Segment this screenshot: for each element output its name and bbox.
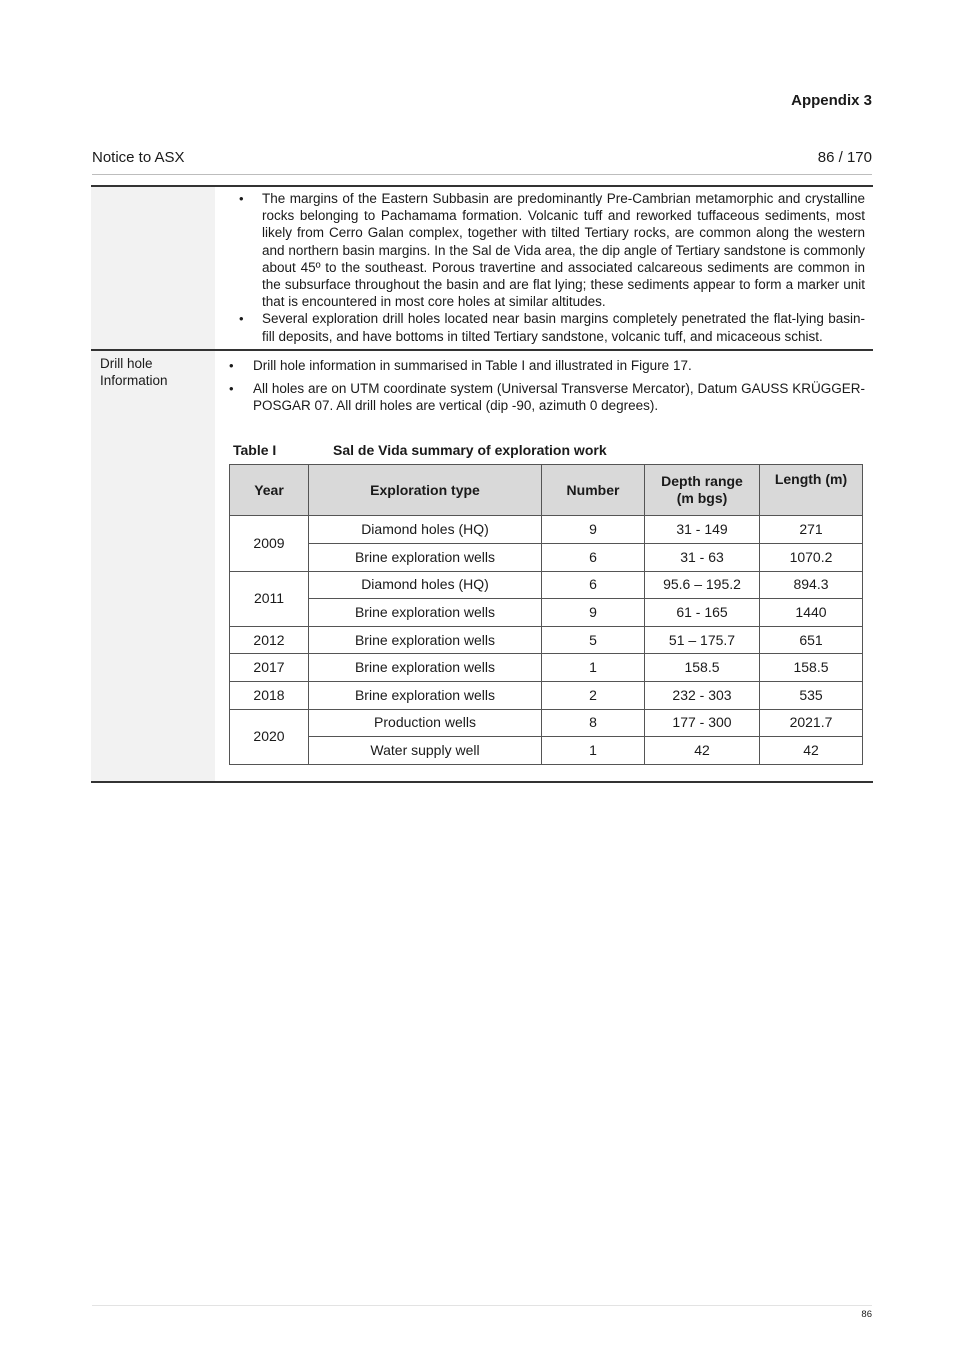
depth-cell: 31 - 63: [645, 544, 760, 572]
col-header-type: Exploration type: [309, 465, 542, 516]
table-row: [230, 654, 863, 682]
page-number: 86: [861, 1309, 872, 1320]
year-cell: 2009: [230, 516, 309, 571]
drill-hole-bullets: [223, 357, 865, 415]
length-cell: 271: [760, 516, 863, 544]
type-cell: Brine exploration wells: [309, 682, 542, 710]
depth-cell: 31 - 149: [645, 516, 760, 544]
year-cell: 2017: [230, 654, 309, 682]
criteria-table: [91, 185, 873, 783]
col-header-year: Year: [230, 465, 309, 516]
table-title: Sal de Vida summary of exploration work: [333, 442, 607, 459]
table-row: [230, 544, 863, 572]
year-cell: 2018: [230, 682, 309, 710]
number-cell: 6: [542, 571, 645, 599]
drill-hole-content: [215, 351, 873, 781]
col-header-depth: [645, 465, 760, 516]
col-header-length: Length (m): [760, 465, 863, 516]
document-title: Notice to ASX: [92, 149, 185, 166]
depth-cell: 61 - 165: [645, 599, 760, 627]
type-cell: Diamond holes (HQ): [309, 516, 542, 544]
bullet-item: • All holes are on UTM coordinate system (Universal Transverse Mercator), Datum GAUSS KRÜGGER- POSGAR 07. All drill holes are vertical (dip -90, azimuth 0 degrees).: [223, 380, 865, 414]
length-cell: 1070.2: [760, 544, 863, 572]
type-cell: Brine exploration wells: [309, 654, 542, 682]
depth-cell: 51 – 175.7: [645, 626, 760, 654]
appendix-title: Appendix 3: [791, 92, 872, 109]
year-cell: 2020: [230, 709, 309, 764]
drill-hole-row: [91, 349, 873, 781]
geology-bullets: [223, 190, 865, 345]
table-caption: [233, 442, 865, 458]
geology-row-content: [215, 187, 873, 349]
drill-hole-label: Drill hole Information: [91, 351, 215, 781]
table-row: [230, 737, 863, 765]
geology-row-label: [91, 187, 215, 349]
table-header-row: [230, 465, 863, 516]
length-cell: 894.3: [760, 571, 863, 599]
header-divider: [92, 174, 872, 175]
table-row: [230, 516, 863, 544]
type-cell: Brine exploration wells: [309, 599, 542, 627]
footer-divider: [92, 1305, 872, 1306]
year-cell: 2011: [230, 571, 309, 626]
length-cell: 158.5: [760, 654, 863, 682]
col-header-number: Number: [542, 465, 645, 516]
bullet-item: • The margins of the Eastern Subbasin are predominantly Pre-Cambrian metamorphic and crystalline rocks belonging to Pachamama formation. Volcanic tuff and reworked tuffaceous sediments, most likely from Cerro Galan complex, together with tilted Tertiary rocks, are common along the western and northern basin margins. In the Sal de Vida area, the dip angle of Tertiary sandstone is commonly about 45º to the southeast. Porous travertine and associated calcareous sediments are common in the subsurface throughout the basin and are flat lying; these sediments appear to form a marker unit that is encountered in most core holes at similar altitudes.: [223, 190, 865, 310]
number-cell: 5: [542, 626, 645, 654]
type-cell: Water supply well: [309, 737, 542, 765]
number-cell: 1: [542, 737, 645, 765]
bullet-item: • Several exploration drill holes located near basin margins completely penetrated the flat-lying basin-fill deposits, and have bottoms in tilted Tertiary sandstone, volcanic tuff, and micaceous schist.: [223, 310, 865, 344]
col-header-depth-line1: Depth range: [661, 473, 743, 490]
number-cell: 8: [542, 709, 645, 737]
depth-cell: 95.6 – 195.2: [645, 571, 760, 599]
table-row: [230, 571, 863, 599]
table-row: [230, 709, 863, 737]
table-row: [230, 682, 863, 710]
number-cell: 9: [542, 599, 645, 627]
page-counter: 86 / 170: [817, 149, 872, 166]
geology-row: [91, 187, 873, 349]
table-row: [230, 626, 863, 654]
number-cell: 9: [542, 516, 645, 544]
exploration-summary-table: [229, 464, 863, 764]
number-cell: 2: [542, 682, 645, 710]
table-row: [230, 599, 863, 627]
bullet-item: • Drill hole information in summarised in Table I and illustrated in Figure 17.: [223, 357, 865, 374]
length-cell: 42: [760, 737, 863, 765]
type-cell: Brine exploration wells: [309, 544, 542, 572]
type-cell: Diamond holes (HQ): [309, 571, 542, 599]
number-cell: 6: [542, 544, 645, 572]
type-cell: Production wells: [309, 709, 542, 737]
col-header-depth-line2: (m bgs): [676, 490, 728, 507]
type-cell: Brine exploration wells: [309, 626, 542, 654]
depth-cell: 232 - 303: [645, 682, 760, 710]
number-cell: 1: [542, 654, 645, 682]
length-cell: 651: [760, 626, 863, 654]
table-number: Table I: [233, 442, 277, 459]
depth-cell: 42: [645, 737, 760, 765]
length-cell: 535: [760, 682, 863, 710]
length-cell: 2021.7: [760, 709, 863, 737]
depth-cell: 158.5: [645, 654, 760, 682]
year-cell: 2012: [230, 626, 309, 654]
length-cell: 1440: [760, 599, 863, 627]
depth-cell: 177 - 300: [645, 709, 760, 737]
